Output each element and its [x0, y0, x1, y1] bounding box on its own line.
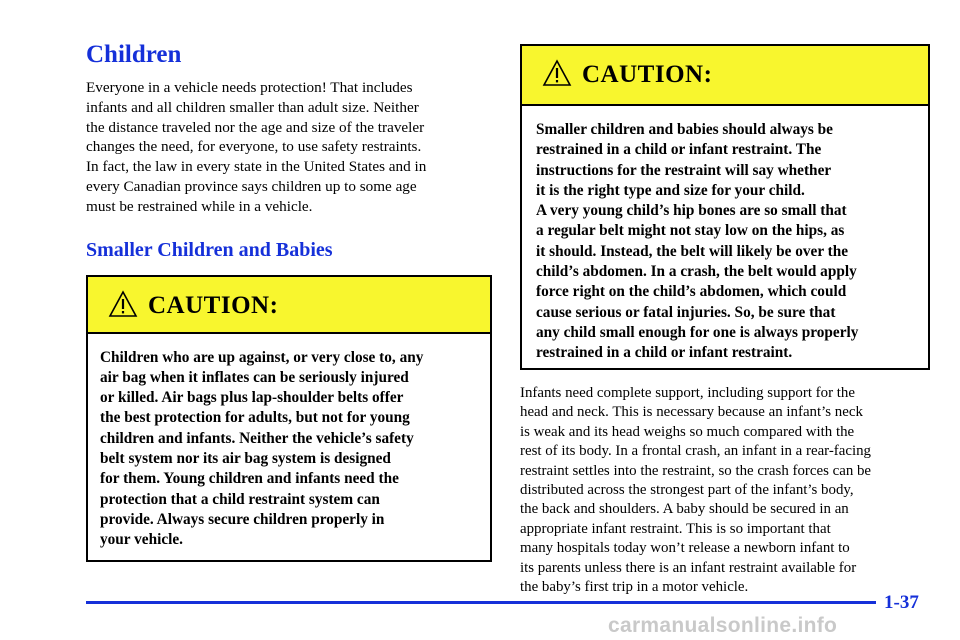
right-column [520, 44, 930, 597]
watermark: carmanualsonline.info [608, 614, 838, 637]
page-number: 1-37 [884, 592, 919, 613]
left-column [86, 40, 496, 562]
caution-label: CAUTION: [148, 291, 279, 319]
infants-paragraph: Infants need complete support, including support for the head and neck. This is necessary because an infant’s neck is weak and its head weighs so much compared with the rest of its body. In a frontal crash, an infant in a rear-facing restraint settles into the restraint, so the crash forces can be distributed across the strongest part of the infant’s body, the back and shoulders. A baby should be secured in an appropriate infant restraint. This is so important that many hospitals today won’t release a newborn infant to its parents unless there is an infant restraint available for the baby’s first trip in a motor vehicle. [520, 385, 872, 596]
warning-triangle-icon [108, 290, 138, 318]
page-title: Children [86, 41, 182, 68]
caution-label: CAUTION: [582, 61, 713, 88]
warning-triangle-icon [542, 59, 572, 87]
intro-paragraph: Everyone in a vehicle needs protection! That includes infants and all children smaller than adult size. Neither the distance traveled nor the age and size of the traveler changes the need, for everyone, to use safety restraints. In fact, the law in every state in the United States and in every Canadian province says children up to some age must be restrained while in a vehicle. [86, 79, 427, 215]
caution-box-left [86, 275, 492, 562]
caution-box-right [520, 44, 930, 370]
caution-header [88, 277, 490, 334]
footer-rule [86, 601, 876, 604]
caution-header [522, 46, 928, 106]
caution-text: Children who are up against, or very close to, any air bag when it inflates can be seriously injured or killed. Air bags plus lap-shoulder belts offer the best protection for adults, but not for young children and infants. Neither the vehicle’s safety belt system nor its air bag system is designed for them. Young children and infants need the protection that a child restraint system can provide. Always secure children properly in your vehicle. [100, 348, 424, 549]
section-heading: Smaller Children and Babies [86, 238, 333, 261]
caution-text: Smaller children and babies should always be restrained in a child or infant restraint. The instructions for the restraint will say whether it is the right type and size for your child. A very young child’s hip bones are so small that a regular belt might not stay low on the hips, as it should. Instead, the belt will likely be over the child’s abdomen. In a crash, the belt would apply force right on the child’s abdomen, which could cause serious or fatal injuries. So, be sure that any child small enough for one is always properly restrained in a child or infant restraint. [536, 121, 859, 362]
